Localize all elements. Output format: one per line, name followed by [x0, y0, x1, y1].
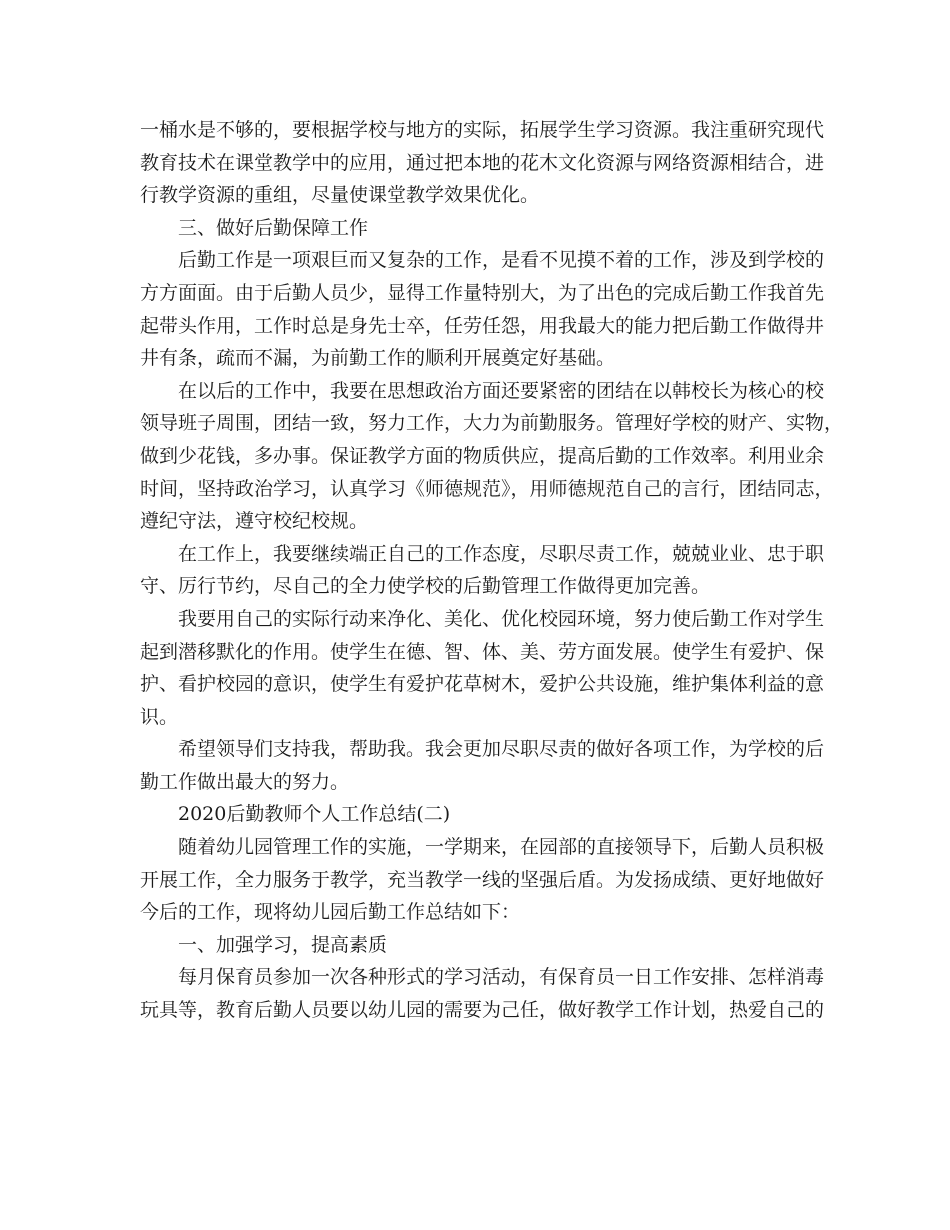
text-line: 遵纪守法，遵守校纪校规。 — [140, 510, 369, 533]
section-heading: 一、加强学习，提高素质 — [178, 933, 388, 956]
text-line: 起带头作用，工作时总是身先士卒，任劳任怨，用我最大的能力把后勤工作做得井 — [140, 314, 825, 337]
text-line: 识。 — [140, 705, 179, 728]
text-line: 我要用自己的实际行动来净化、美化、优化校园环境，努力使后勤工作对学生 — [178, 607, 825, 630]
text-line: 一桶水是不够的，要根据学校与地方的实际，拓展学生学习资源。我注重研究现代 — [140, 119, 825, 141]
text-line: 方方面面。由于后勤人员少，显得工作量特别大，为了出色的完成后勤工作我首先 — [140, 281, 825, 304]
text-line: 开展工作，全力服务于教学，充当教学一线的坚强后盾。为发扬成绩、更好地做好 — [140, 868, 825, 891]
text-line: 每月保育员参加一次各种形式的学习活动，有保育员一日工作安排、怎样消毒 — [178, 966, 825, 989]
section-heading: 2020后勤教师个人工作总结(二) — [178, 803, 451, 826]
text-line: 后勤工作是一项艰巨而又复杂的工作，是看不见摸不着的工作，涉及到学校的 — [178, 249, 825, 272]
text-line: 在以后的工作中，我要在思想政治方面还要紧密的团结在以韩校长为核心的校 — [178, 379, 825, 402]
text-line: 做到少花钱，多办事。保证教学方面的物质供应，提高后勤的工作效率。利用业余 — [140, 444, 825, 467]
text-line: 今后的工作，现将幼儿园后勤工作总结如下： — [140, 901, 521, 924]
text-line: 时间，坚持政治学习，认真学习《师德规范》，用师德规范自己的言行，团结同志， — [140, 477, 834, 500]
text-line: 勤工作做出最大的努力。 — [140, 770, 350, 793]
text-line: 玩具等，教育后勤人员要以幼儿园的需要为己任，做好教学工作计划，热爱自己的 — [140, 999, 825, 1022]
text-line: 行教学资源的重组，尽量使课堂教学效果优化。 — [140, 184, 540, 207]
text-line: 希望领导们支持我，帮助我。我会更加尽职尽责的做好各项工作，为学校的后 — [178, 738, 825, 761]
text-line: 在工作上，我要继续端正自己的工作态度，尽职尽责工作，兢兢业业、忠于职 — [178, 542, 825, 565]
text-line: 护、看护校园的意识，使学生有爱护花草树木，爱护公共设施，维护集体利益的意 — [140, 673, 825, 696]
text-line: 起到潜移默化的作用。使学生在德、智、体、美、劳方面发展。使学生有爱护、保 — [140, 640, 825, 663]
section-heading: 三、做好后勤保障工作 — [178, 216, 369, 239]
text-line: 领导班子周围，团结一致，努力工作，大力为前勤服务。管理好学校的财产、实物， — [140, 412, 844, 435]
text-line: 守、厉行节约，尽自己的全力使学校的后勤管理工作做得更加完善。 — [140, 575, 711, 598]
text-line: 随着幼儿园管理工作的实施，一学期来，在园部的直接领导下，后勤人员积极 — [178, 836, 825, 859]
text-line: 井有条，疏而不漏，为前勤工作的顺利开展奠定好基础。 — [140, 347, 616, 370]
text-line: 教育技术在课堂教学中的应用，通过把本地的花木文化资源与网络资源相结合，进 — [140, 151, 825, 174]
document-body — [140, 114, 844, 1027]
